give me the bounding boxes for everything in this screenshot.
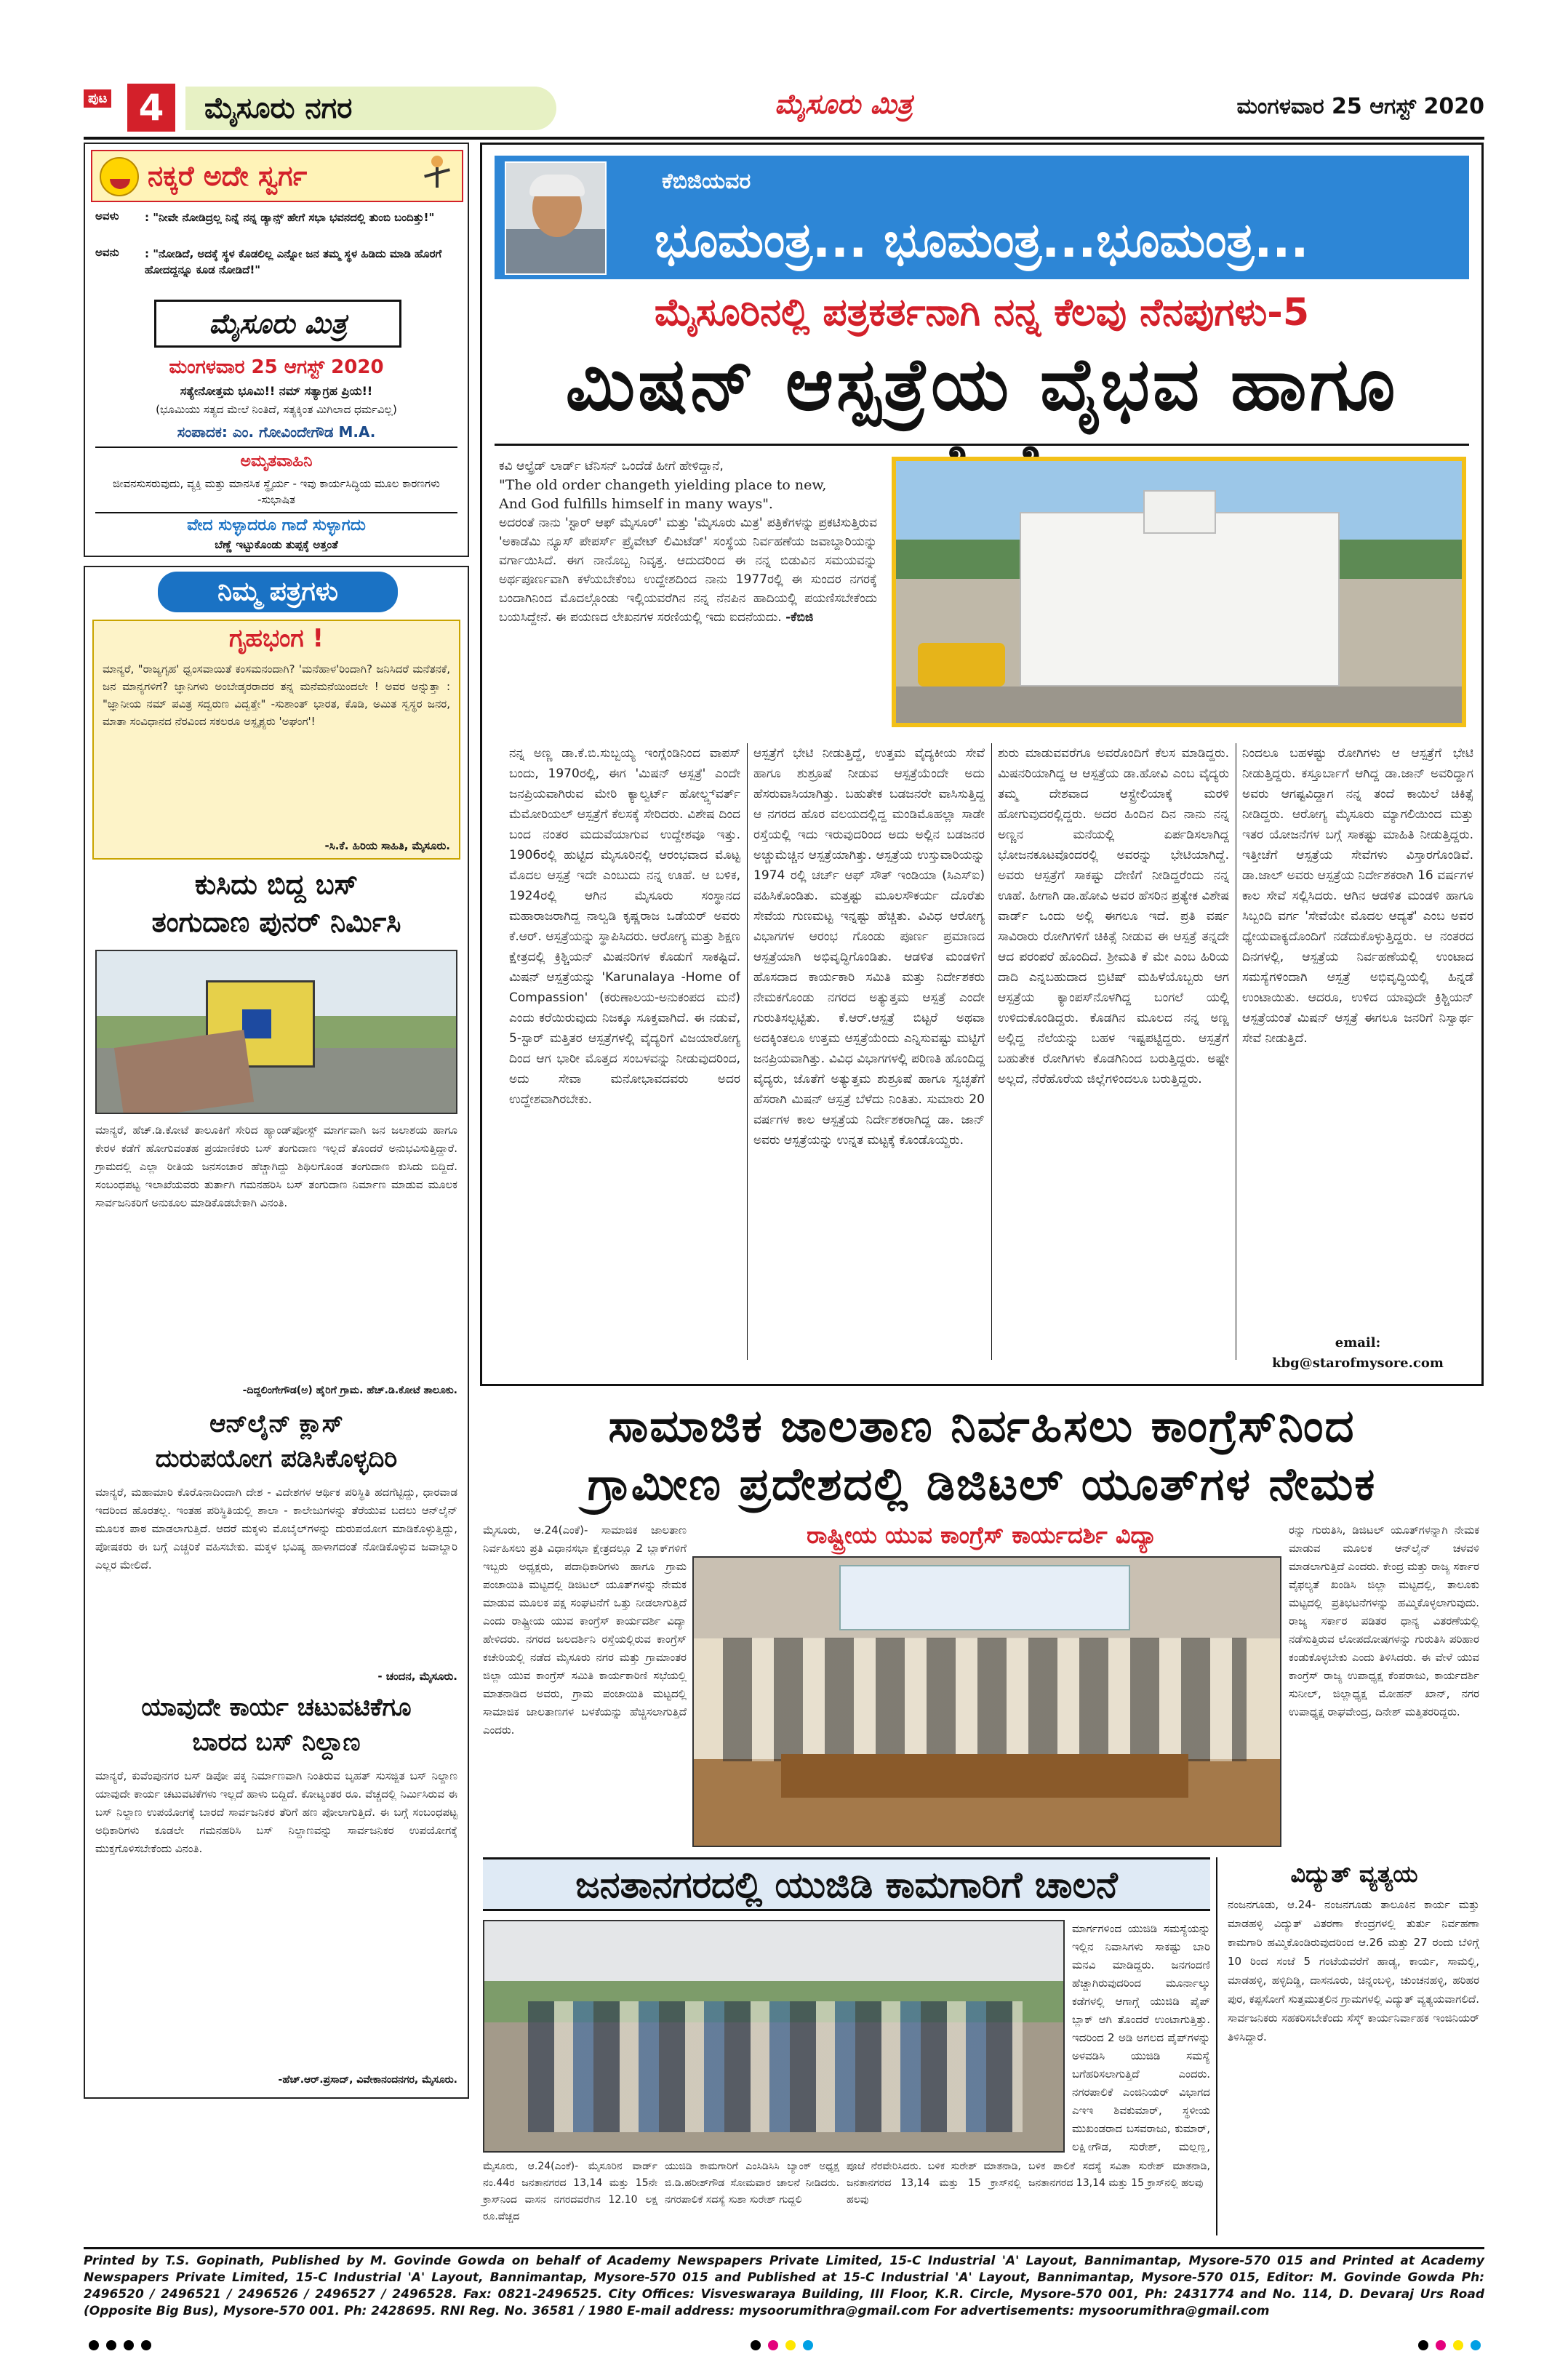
congress-headline-1: ಸಾಮಾಜಿಕ ಜಾಲತಾಣ ನಿರ್ವಹಿಸಲು ಕಾಂಗ್ರೆಸ್‌ನಿಂದ	[608, 1399, 1356, 1452]
mission-hospital-photo	[892, 457, 1466, 727]
proverb-text: ಬೆಣ್ಣೆ ಇಟ್ಟುಕೊಂಡು ತುಪ್ಪಕ್ಕೆ ಅತ್ತಂತೆ	[215, 538, 338, 551]
column-rule	[991, 743, 992, 1360]
registration-marks-left	[89, 2340, 154, 2353]
page-header	[84, 84, 1484, 135]
left-date: ಮಂಗಳವಾರ 25 ಆಗಸ್ಟ್ 2020	[169, 356, 384, 378]
ugd-headline: ಜನತಾನಗರದಲ್ಲಿ ಯುಜಿಡಿ ಕಾಮಗಾರಿಗೆ ಚಾಲನೆ	[575, 1864, 1118, 1906]
cartoon-figure-icon	[423, 156, 452, 199]
intro-sign: -ಕೆಬಿಜಿ	[785, 610, 814, 625]
letter-sign: -ಹೆಚ್.ಆರ್.ಪ್ರಸಾದ್, ವಿವೇಕಾನಂದನಗರ, ಮೈಸೂರು.	[278, 2074, 457, 2086]
letter-body: ಮಾನ್ಯರೆ, ಹೆಚ್.ಡಿ.ಕೋಟೆ ತಾಲೂಕಿಗೆ ಸೇರಿದ ಹ್ಯಾಂಡ್‌ಪೋಸ್ಟ್ ಮಾರ್ಗವಾಗಿ ಜನ ಜಲಾಶಯ ಹಾಗೂ ಕೇರಳ ಕಡೆಗೆ ಹೋಗುವಂತಹ ಪ್ರಯಾಣಿಕರು ಬಸ್ ತಂಗುದಾಣ ಇಲ್ಲದೆ ತೊಂದರೆ ಅನುಭವಿಸುತ್ತಿದ್ದಾರೆ. ಗ್ರಾಮದಲ್ಲಿ ಎಲ್ಲಾ ರೀತಿಯ ಜನಸಂಚಾರ ಹೆಚ್ಚಾಗಿದ್ದು ಶಿಥಿಲಗೊಂಡ ತಂಗುದಾಣ ಕುಸಿದು ಬಿದ್ದಿದೆ. ಸಂಬಂಧಪಟ್ಟ ಇಲಾಖೆಯವರು ತುರ್ತಾಗಿ ಗಮನಹರಿಸಿ ಬಸ್ ತಂಗುದಾಣ ನಿರ್ಮಾಣ ಮಾಡುವ ಮೂಲಕ ಸಾರ್ವಜನಿಕರಿಗೆ ಅನುಕೂಲ ಮಾಡಿಕೊಡಬೇಕಾಗಿ ವಿನಂತಿ.	[95, 1124, 457, 1209]
power-title: ವಿದ್ಯುತ್ ವ್ಯತ್ಯಯ	[1290, 1860, 1418, 1888]
letter-headline: ತಂಗುದಾಣ ಪುನರ್ ನಿರ್ಮಿಸಿ	[151, 906, 401, 938]
headline-rule	[495, 444, 1469, 446]
registration-marks-right	[1418, 2340, 1484, 2353]
editor-line: ಸಂಪಾದಕ: ಎಂ. ಗೋವಿಂದೇಗೌಡ M.A.	[177, 423, 376, 441]
letter-title: ಗೃಹಭಂಗ !	[229, 624, 324, 653]
proverb-title: ವೇದ ಸುಳ್ಳಾದರೂ ಗಾದೆ ಸುಳ್ಳಾಗದು	[187, 516, 366, 535]
letter-body: ಮಾನ್ಯರೆ, "ರಾಜ್ಯಗೃಹ' ಧ್ವಂಸವಾಯಿತೆ ಕಂಸಮನಂದಾಗಿ? 'ಮನೆಹಾಳ'ರಿಂದಾಗಿ? ಜನಿಸಿದರೆ ಮನೆತನಕೆ, ಜನ ಮಾನ್ಯಗಳಿಗೆ? ಜ್ಞಾನಿಗಳು ಅಂಬೇಡ್ಕರರಾದರ ತನ್ನ ಮನೆಮನೆಯಿಂದಲೇ ! ಅವರ ಅನ್ನುತ್ತಾ : "ಜ್ಞಾನೀಯ ನಮ್ ಪವಿತ್ರ ಸದ್ವರುಣ ವಿದ್ವತ್ತೇ" -ಸುಶಾಂತ್ ಭಾರತ, ಕೊಡಿ, ಅಮಿತ ಸ್ವಸ್ಥರ ಜನರ, ಮಾತಾ ಸಂವಿಧಾನದ ನೆರವಿಂದ ಸಕಲರೂ ಅಸ್ಪೃಶ್ಯರು 'ಅಘಂಗ'!	[103, 662, 450, 728]
congress-headline-2: ಗ್ರಾಮೀಣ ಪ್ರದೇಶದಲ್ಲಿ ಡಿಜಿಟಲ್ ಯೂತ್‌ಗಳ ನೇಮಕ	[587, 1457, 1377, 1510]
intro-text	[499, 457, 877, 627]
letter-box-grihabhanga	[92, 620, 460, 860]
joke1-speaker: ಅವಳು	[95, 209, 119, 223]
meeting-banner	[839, 1565, 1130, 1630]
ugd-caption-4: ಬಳಿಕ ಪಾಲಿಕೆ ಸದಸ್ಯೆ ಸವಿತಾ ಸುರೇಶ್ ಮಾತನಾಡಿ, ಜನತಾನಗರದ 13,14 ಮತ್ತು 15 ಕ್ರಾಸ್‌ನಲ್ಲಿ ಹಲವು	[1028, 2161, 1210, 2189]
laughing-face-icon	[100, 157, 139, 196]
feature-column-1: ನನ್ನ ಅಣ್ಣ ಡಾ.ಕೆ.ಬಿ.ಸುಬ್ಬಯ್ಯ ಇಂಗ್ಲೆಂಡಿನಿಂದ ವಾಪಸ್ ಬಂದು, 1970ರಲ್ಲಿ, ಈಗ 'ಮಿಷನ್ ಆಸ್ಪತ್ರೆ' ಎಂದೇ ಜನಪ್ರಿಯವಾಗಿರುವ ಮೇರಿ ಕ್ಯಾಲ್ವರ್ಟ್ ಹೋಲ್ಡ್ಸ್‌ವರ್ತ್ ಮೆಮೋರಿಯಲ್ ಆಸ್ಪತ್ರೆಗೆ ಕೆಲಸಕ್ಕೆ ಸೇರಿದರು. ವಿಶೇಷ ದಿಂದ ಬಂದ ನಂತರ ಮದುವೆಯಾಗುವ ಉದ್ದೇಶವೂ ಇತ್ತು. 1906ರಲ್ಲಿ ಹುಟ್ಟಿದ ಮೈಸೂರಿನಲ್ಲಿ ಆರಂಭವಾದ ಮೊಟ್ಟ ಮೊದಲ ಆಸ್ಪತ್ರೆ ಇದೇ ಎಂಬುದು ನನ್ನ ಊಹೆ. ಆ ಬಳಿಕ, 1924ರಲ್ಲಿ ಆಗಿನ ಮೈಸೂರು ಸಂಸ್ಥಾನದ ಮಹಾರಾಜರಾಗಿದ್ದ ನಾಲ್ವಡಿ ಕೃಷ್ಣರಾಜ ಒಡೆಯರ್ ಅವರು ಕೆ.ಆರ್. ಆಸ್ಪತ್ರೆಯನ್ನು ಸ್ಥಾಪಿಸಿದರು. ಆರೋಗ್ಯ ಮತ್ತು ಶಿಕ್ಷಣ ಕ್ಷೇತ್ರದಲ್ಲಿ ಕ್ರಿಶ್ಚಿಯನ್ ಮಿಷನರಿಗಳ ಕೊಡುಗೆ ಸಾಕಷ್ಟಿದೆ. ಮಿಷನ್ ಆಸ್ಪತ್ರೆಯನ್ನು 'Karunalaya -Home of Compassion' (ಕರುಣಾಲಯ-ಅನುಕಂಪದ ಮನೆ) ಎಂದು ಕರೆಯಿರುವುದು ನಿಜಕ್ಕೂ ಸೂಕ್ತವಾಗಿದೆ. ಈ ನಡುವೆ, 5-ಸ್ಟಾರ್ ಮತ್ತಿತರ ಆಸ್ಪತ್ರೆಗಳಲ್ಲಿ ವೈದ್ಯರಿಗೆ ವಿಜಯಾರೋಗ್ಯ ದಿಂದ ಆಗ ಭಾರೀ ಮೊತ್ತದ ಸಂಬಳವನ್ನು ನೀಡುವುದರಿಂದ, ಅದು ಸೇವಾ ಮನೋಭಾವದವರು ಅದರ ಉದ್ದೇಶವಾಗಿರಬೇಕು.	[509, 746, 740, 1107]
feature-column-3: ಶುರು ಮಾಡುವವರೆಗೂ ಅವರೊಂದಿಗೆ ಕೆಲಸ ಮಾಡಿದ್ದರು. ಮಿಷನರಿಯಾಗಿದ್ದ ಆ ಆಸ್ಪತ್ರೆಯ ಡಾ.ಹೋವಿ ಎಂಬ ವೈದ್ಯರು ತಮ್ಮ ದೇಶವಾದ ಆಸ್ಟ್ರೇಲಿಯಾಕ್ಕೆ ಮರಳಿ ಹೋಗುವುದರಲ್ಲಿದ್ದರು. ಅದರ ಹಿಂದಿನ ದಿನ ನಾನು ನನ್ನ ಅಣ್ಣನ ಮನೆಯಲ್ಲಿ ಏರ್ಪಡಿಸಲಾಗಿದ್ದ ಭೋಜನಕೂಟವೊಂದರಲ್ಲಿ ಅವರನ್ನು ಭೇಟಿಯಾಗಿದ್ದೆ. ಅವರು ಆಸ್ಪತ್ರೆಗೆ ಸಾಕಷ್ಟು ದೇಣಿಗೆ ನೀಡಿದ್ದರೆಂದು ನನ್ನ ಊಹೆ. ಹೀಗಾಗಿ ಡಾ.ಹೋವಿ ಅವರ ಹೆಸರಿನ ಪ್ರತ್ಯೇಕ ವಿಶೇಷ ವಾರ್ಡ್ ಒಂದು ಅಲ್ಲಿ ಈಗಲೂ ಇದೆ. ಪ್ರತಿ ವರ್ಷ ಸಾವಿರಾರು ರೋಗಿಗಳಿಗೆ ಚಿಕಿತ್ಸೆ ನೀಡುವ ಈ ಆಸ್ಪತ್ರೆ ತನ್ನದೇ ಆದ ಪರಂಪರೆ ಹೊಂದಿದೆ. ಶ್ರೀಮತಿ ಕೆ ಮೇ ಎಂಬ ಹಿರಿಯ ದಾದಿ ಎನ್ನಬಹುದಾದ ಬ್ರಿಟಿಷ್ ಮಹಿಳೆಯೊಬ್ಬರು ಆಗ ಆಸ್ಪತ್ರೆಯ ಕ್ಯಾಂಪಸ್‌ನೊಳಗಿದ್ದ ಬಂಗಲೆ ಯಲ್ಲಿ ಉಳಿದುಕೊಂಡಿದ್ದರು. ಕೊಡಗಿನ ಮೂಲದ ನನ್ನ ಅಣ್ಣ ಅಲ್ಲಿದ್ದ ನೆಲೆಯನ್ನು ಬಹಳ ಇಷ್ಟಪಟ್ಟಿದ್ದರು. ಆಸ್ಪತ್ರೆಗೆ ಬಹುತೇಕ ರೋಗಿಗಳು ಕೊಡಗಿನಿಂದ ಬರುತ್ತಿದ್ದರು. ಅಷ್ಟೇ ಅಲ್ಲದೆ, ನೆರೆಹೊರೆಯ ಜಿಲ್ಲೆಗಳಿಂದಲೂ ಬರುತ್ತಿದ್ದರು.	[998, 746, 1229, 1086]
humor-title: ನಕ್ಕರೆ ಅದೇ ಸ್ವರ್ಗ	[148, 160, 308, 192]
left-top-panel	[84, 143, 469, 557]
letter-headline: ಬಾರದ ಬಸ್ ನಿಲ್ದಾಣ	[192, 1728, 361, 1757]
congress-kicker: ರಾಷ್ಟ್ರೀಯ ಯುವ ಕಾಂಗ್ರೆಸ್ ಕಾರ್ಯದರ್ಶಿ ವಿದ್ಯಾ	[807, 1521, 1157, 1549]
column-title: ಭೂಮಂತ್ರ... ಭೂಮಂತ್ರ...ಭೂಮಂತ್ರ...	[655, 212, 1309, 268]
main-headline: ಮಿಷನ್ ಆಸ್ಪತ್ರೆಯ ವೈಭವ ಹಾಗೂ	[565, 342, 1399, 427]
letter-headline: ದುರುಪಯೋಗ ಪಡಿಸಿಕೊಳ್ಳದಿರಿ	[155, 1444, 398, 1473]
feature-column-2: ಆಸ್ಪತ್ರೆಗೆ ಭೇಟಿ ನೀಡುತ್ತಿದ್ದೆ, ಉತ್ತಮ ವೈದ್ಯಕೀಯ ಸೇವೆ ಹಾಗೂ ಶುಶ್ರೂಷೆ ನೀಡುವ ಆಸ್ಪತ್ರೆಯೆಂದೇ ಅದು ಹೆಸರುವಾಸಿಯಾಗಿತ್ತು. ಬಹುತೇಕ ಬಡಜನರೇ ವಾಸಿಸುತ್ತಿದ್ದ ಆ ನಗರದ ಹೊರ ವಲಯದಲ್ಲಿದ್ದ ಮಂಡಿಮೊಹಲ್ಲಾ ಸಾಡೇ ರಸ್ತೆಯಲ್ಲಿ ಇದು ಇರುವುದರಿಂದ ಅದು ಅಲ್ಲಿನ ಬಡಜನರ ಅಚ್ಚುಮೆಚ್ಚಿನ ಆಸ್ಪತ್ರೆಯಾಗಿತ್ತು. ಆಸ್ಪತ್ರೆಯ ಉಸ್ತುವಾರಿಯನ್ನು 1974 ರಲ್ಲಿ ಚರ್ಚ್ ಆಫ್ ಸೌತ್ ಇಂಡಿಯಾ (ಸಿಎಸ್‌ಐ) ವಹಿಸಿಕೊಂಡಿತು. ಮತ್ತಷ್ಟು ಮೂಲಸೌಕರ್ಯ ದೊರೆತು ಸೇವೆಯ ಗುಣಮಟ್ಟ ಇನ್ನಷ್ಟು ಹೆಚ್ಚಿತು. ವಿವಿಧ ಆರೋಗ್ಯ ವಿಭಾಗಗಳ ಆರಂಭ ಗೊಂಡು ಪೂರ್ಣ ಪ್ರಮಾಣದ ಆಸ್ಪತ್ರೆಯಾಗಿ ಅಭಿವೃದ್ಧಿಗೊಂಡಿತು. ಆಡಳಿತ ಮಂಡಳಿಗೆ ಹೊಸದಾದ ಕಾರ್ಯಕಾರಿ ಸಮಿತಿ ಮತ್ತು ನಿರ್ದೇಶಕರು ನೇಮಕಗೊಂಡು ನಗರದ ಅತ್ಯುತ್ತಮ ಆಸ್ಪತ್ರೆ ಎಂದೇ ಗುರುತಿಸಲ್ಪಟ್ಟಿತು. ಕೆ.ಆರ್.ಆಸ್ಪತ್ರೆ ಬಿಟ್ಟರೆ ಅಥವಾ ಅದಕ್ಕಿಂತಲೂ ಉತ್ತಮ ಆಸ್ಪತ್ರೆಯೆಂದು ಎನ್ನಿಸುವಷ್ಟು ಮಟ್ಟಿಗೆ ಜನಪ್ರಿಯವಾಗಿತ್ತು. ವಿವಿಧ ವಿಭಾಗಗಳಲ್ಲಿ ಪರಿಣತಿ ಹೊಂದಿದ್ದ ವೈದ್ಯರು, ಜೊತೆಗೆ ಅತ್ಯುತ್ತಮ ಶುಶ್ರೂಷೆ ಹಾಗೂ ಸ್ವಚ್ಛತೆಗೆ ಹೆಸರಾಗಿ ಮಿಷನ್ ಆಸ್ಪತ್ರೆ ಬೆಳೆದು ನಿಂತಿತು. ಸುಮಾರು 20 ವರ್ಷಗಳ ಕಾಲ ಆಸ್ಪತ್ರೆಯ ನಿರ್ದೇಶಕರಾಗಿದ್ದ ಡಾ. ಜಾನ್ ಅವರು ಆಸ್ಪತ್ರೆಯನ್ನು ಉನ್ನತ ಮಟ್ಟಕ್ಕೆ ಕೊಂಡೊಯ್ದರು.	[753, 746, 985, 1148]
author-email[interactable]: kbg@starofmysore.com	[1272, 1356, 1444, 1371]
motto-line: ಸತ್ಯೇನೋತ್ತಮ ಭೂಮಿ!! ನಮ್ ಸತ್ಯಾಗ್ರಹ ಪ್ರಿಯ!!	[180, 384, 373, 398]
page-number: 4	[127, 84, 175, 132]
author-portrait	[505, 161, 607, 275]
divider	[95, 512, 457, 513]
intro-english-2: And God fulfills himself in many ways".	[499, 496, 773, 512]
intro-kannada-1: ಕವಿ ಆಲ್ಫ್ರೆಡ್ ಲಾರ್ಡ್ ಟೆನಿಸನ್ ಒಂದೆಡೆ ಹೀಗೆ ಹೇಳಿದ್ದಾನೆ,	[499, 459, 724, 473]
header-rule	[84, 137, 1484, 140]
congress-right-text: ರನ್ನು ಗುರುತಿಸಿ, ಡಿಜಿಟಲ್ ಯೂತ್‌ಗಳನ್ನಾಗಿ ನೇಮಕ ಮಾಡುವ ಮೂಲಕ ಆನ್‌ಲೈನ್ ಚಳವಳಿ ಮಾಡಲಾಗುತ್ತಿದೆ ಎಂದರು. ಕೇಂದ್ರ ಮತ್ತು ರಾಜ್ಯ ಸರ್ಕಾರ ವೈಫಲ್ಯತೆ ಖಂಡಿಸಿ ಜಿಲ್ಲಾ ಮಟ್ಟದಲ್ಲಿ, ತಾಲೂಕು ಮಟ್ಟದಲ್ಲಿ ಪ್ರತಿಭಟನೆಗಳನ್ನು ಹಮ್ಮಿಕೊಳ್ಳಲಾಗುವುದು. ರಾಜ್ಯ ಸರ್ಕಾರ ಪಡಿತರ ಧಾನ್ಯ ವಿತರಣೆಯಲ್ಲಿ ನಡೆಸುತ್ತಿರುವ ಲೋಪದೋಷಗಳನ್ನು ಗುರುತಿಸಿ ಪರಿಹಾರ ಕಂಡುಕೊಳ್ಳಬೇಕು ಎಂದು ತಿಳಿಸಿದರು. ಈ ವೇಳೆ ಯುವ ಕಾಂಗ್ರೆಸ್ ರಾಜ್ಯ ಉಪಾಧ್ಯಕ್ಷ ಕೆಂಪರಾಜು, ಕಾರ್ಯದರ್ಶಿ ಸುನೀಲ್, ಜಿಲ್ಲಾಧ್ಯಕ್ಷ ಮೋಹನ್ ಖಾನ್, ನಗರ ಉಪಾಧ್ಯಕ್ಷ ರಾಘವೇಂದ್ರ, ದಿನೇಶ್ ಮತ್ತಿತರರಿದ್ದರು.	[1289, 1524, 1479, 1718]
divider	[95, 447, 457, 448]
series-title: ಮೈಸೂರಿನಲ್ಲಿ ಪತ್ರಕರ್ತನಾಗಿ ನನ್ನ ಕೆಲವು ನೆನಪುಗಳು-5	[654, 291, 1310, 335]
motto-translation: (ಭೂಮಿಯು ಸತ್ಯದ ಮೇಲೆ ನಿಂತಿದೆ, ಸತ್ಯಕ್ಕಿಂತ ಮಿಗಿಲಾದ ಧರ್ಮವಿಲ್ಲ)	[156, 403, 397, 416]
letter-headline: ಕುಸಿದು ಬಿದ್ದ ಬಸ್	[194, 868, 359, 900]
congress-meeting-photo	[692, 1556, 1281, 1847]
collapsed-bus-shelter-photo	[95, 950, 457, 1114]
letter-sign: -ದಿದ್ದಲಿಂಗೇಗೌಡ(ಅ) ಹೈರಿಗೆ ಗ್ರಾಮ. ಹೆಚ್.ಡಿ.ಕೋಟೆ ತಾಲೂಕು.	[242, 1385, 457, 1396]
power-body: ನಂಜನಗೂಡು, ಆ.24- ನಂಜನಗೂಡು ತಾಲೂಕಿನ ಕಾರ್ಯ ಮತ್ತು ಮಾಡಹಳ್ಳಿ ವಿದ್ಯುತ್ ವಿತರಣಾ ಕೇಂದ್ರಗಳಲ್ಲಿ ತುರ್ತು ನಿರ್ವಹಣಾ ಕಾಮಗಾರಿ ಹಮ್ಮಿಕೊಂಡಿರುವುದರಿಂದ ಆ.26 ಮತ್ತು 27 ರಂದು ಬೆಳಿಗ್ಗೆ 10 ರಿಂದ ಸಂಜೆ 5 ಗಂಟೆಯವರೆಗೆ ಹಾಡ್ಯ, ಕಾರ್ಯ, ಸಾಮಲ್ಲಿ, ಮಾಡಹಳ್ಳಿ, ಹಳ್ಳಿದಿಡ್ಡಿ, ದಾಸನೂರು, ಚಿನ್ನಂಬಳ್ಳಿ, ಚುಂಚನಹಳ್ಳಿ, ಹರಿಹರ ಪುರ, ಕಪ್ಪಸೋಗೆ ಸುತ್ತಮುತ್ತಲಿನ ಗ್ರಾಮಗಳಲ್ಲಿ ವಿದ್ಯುತ್ ವ್ಯತ್ಯಯವಾಗಲಿದೆ. ಸಾರ್ವಜನಿಕರು ಸಹಕರಿಸಬೇಕೆಂದು ಸೆಸ್ಕ್ ಕಾರ್ಯನಿರ್ವಾಹಕ ಇಂಜಿನಿಯರ್ ತಿಳಿಸಿದ್ದಾರೆ.	[1228, 1898, 1479, 2043]
joke2-speaker: ಅವನು	[95, 246, 119, 259]
header-date: ಮಂಗಳವಾರ 25 ಆಗಸ್ಟ್ 2020	[1236, 94, 1484, 119]
letter-headline: ಯಾವುದೇ ಕಾರ್ಯ ಚಟುವಟಿಕೆಗೂ	[141, 1693, 412, 1722]
registration-marks-center	[751, 2340, 816, 2353]
column-rule	[747, 743, 748, 1360]
letter-headline: ಆನ್‌ಲೈನ್ ಕ್ಲಾಸ್	[209, 1409, 343, 1438]
intro-kannada-2: ಅದರಂತೆ ನಾನು 'ಸ್ಟಾರ್ ಆಫ್ ಮೈಸೂರ್' ಮತ್ತು 'ಮೈಸೂರು ಮಿತ್ರ' ಪತ್ರಿಕೆಗಳನ್ನು ಪ್ರಕಟಿಸುತ್ತಿರುವ 'ಅಕಾಡೆಮಿ ನ್ಯೂಸ್ ಪೇಪರ್ಸ್ ಪ್ರೈವೇಟ್ ಲಿಮಿಟೆಡ್' ಸಂಸ್ಥೆಯ ನಿರ್ವಹಣೆಯ ಜವಾಬ್ದಾರಿಯನ್ನು ವರ್ಗಾಯಿಸಿದೆ. ಈಗ ನಾನೊಬ್ಬ ನಿವೃತ್ತ. ಆದುದರಿಂದ ಈ ನನ್ನ ಬಿಡುವಿನ ಸಮಯವನ್ನು ಅರ್ಥಪೂರ್ಣವಾಗಿ ಕಳೆಯಬೇಕೆಂಬ ಉದ್ದೇಶದಿಂದ ನಾನು 1977ರಲ್ಲಿ ಈ ಸುಂದರ ನಗರಕ್ಕೆ ಬಂದಾಗಿನಿಂದ ಮೊದಲ್ಗೊಂಡು ಇಲ್ಲಿಯವರೆಗಿನ ನನ್ನ ನೆನಪಿನ ಹಾದಿಯಲ್ಲಿ ಪಯಣಿಸಬೇಕೆಂದು ಬಯಸಿದ್ದೇನೆ. ಈ ಪಯಣದ ಲೇಖನಗಳ ಸರಣಿಯಲ್ಲಿ ಇದು ಐದನೆಯದು.	[499, 516, 877, 625]
congress-left-text: ಮೈಸೂರು, ಆ.24(ಎಂಕೆ)- ಸಾಮಾಜಿಕ ಜಾಲತಾಣ ನಿರ್ವಹಿಸಲು ಪ್ರತಿ ವಿಧಾನಸಭಾ ಕ್ಷೇತ್ರದಲ್ಲೂ 2 ಬ್ಲಾಕ್‌ಗಳಿಗೆ ಇಬ್ಬರು ಅಧ್ಯಕ್ಷರು, ಪದಾಧಿಕಾರಿಗಳು ಹಾಗೂ ಗ್ರಾಮ ಪಂಚಾಯಿತಿ ಮಟ್ಟದಲ್ಲಿ ಡಿಜಿಟಲ್ ಯೂತ್‌ಗಳನ್ನು ನೇಮಕ ಮಾಡುವ ಮೂಲಕ ಪಕ್ಷ ಸಂಘಟನೆಗೆ ಒತ್ತು ನೀಡಲಾಗುತ್ತಿದೆ ಎಂದು ರಾಷ್ಟ್ರೀಯ ಯುವ ಕಾಂಗ್ರೆಸ್ ಕಾರ್ಯದರ್ಶಿ ವಿದ್ಯಾ ಹೇಳಿದರು. ನಗರದ ಜಲದರ್ಶಿನಿ ರಸ್ತೆಯಲ್ಲಿರುವ ಕಾಂಗ್ರೆಸ್ ಕಚೇರಿಯಲ್ಲಿ ನಡೆದ ಮೈಸೂರು ನಗರ ಮತ್ತು ಗ್ರಾಮಾಂತರ ಜಿಲ್ಲಾ ಯುವ ಕಾಂಗ್ರೆಸ್ ಸಮಿತಿ ಕಾರ್ಯಕಾರಿಣಿ ಸಭೆಯಲ್ಲಿ ಮಾತನಾಡಿದ ಅವರು, ಗ್ರಾಮ ಪಂಚಾಯಿತಿ ಮಟ್ಟದಲ್ಲಿ ಸಾಮಾಜಿಕ ಜಾಲತಾಣಗಳ ಬಳಕೆಯನ್ನು ಹೆಚ್ಚಿಸಲಾಗುತ್ತಿದೆ ಎಂದರು.	[483, 1524, 687, 1737]
ugd-right-text: ಮಾರ್ಗಗಳಿಂದ ಯುಜಿಡಿ ಸಮಸ್ಯೆಯನ್ನು ಇಲ್ಲಿನ ನಿವಾಸಿಗಳು ಸಾಕಷ್ಟು ಬಾರಿ ಮನವಿ ಮಾಡಿದ್ದರು. ಜನಗಂದಣಿ ಹೆಚ್ಚಾಗಿರುವುದರಿಂದ ಮೂರ್ನಾಲ್ಕು ಕಡೆಗಳಲ್ಲಿ ಆಗಾಗ್ಗೆ ಯುಜಿಡಿ ಪೈಪ್ ಬ್ಲಾಕ್ ಆಗಿ ತೊಂದರೆ ಉಂಟಾಗುತ್ತಿತ್ತು. ಇದರಿಂದ 2 ಅಡಿ ಅಗಲದ ಪೈಪ್‌ಗಳನ್ನು ಅಳವಡಿಸಿ ಯುಜಿಡಿ ಸಮಸ್ಯೆ ಬಗೆಹರಿಸಲಾಗುತ್ತಿದೆ ಎಂದರು. ನಗರಪಾಲಿಕೆ ಎಂಜಿನಿಯರ್ ವಿಭಾಗದ ಎಇಇ ಶಿವಕುಮಾರ್, ಸ್ಥಳೀಯ ಮುಖಂಡರಾದ ಬಸವರಾಜು, ಕುಮಾರ್, ಲಕ್ಷ್ಮೀಗೌಡ, ಸುರೇಶ್, ಮಲ್ಲಣ್ಣ,	[1072, 1922, 1210, 2153]
joke1-text: : "ನೀವೇ ನೋಡಿದ್ರಲ್ಲ ನಿನ್ನೆ ನನ್ನ ಡ್ಯಾನ್ಸ್ ಹೇಗೆ ಸಭಾ ಭವನದಲ್ಲಿ ತುಂಬಿ ಬಂದಿತ್ತು!"	[145, 211, 435, 224]
intro-block	[499, 457, 877, 733]
humor-banner	[91, 150, 463, 202]
ugd-caption-3: ಪೂಜೆ ನೆರವೇರಿಸಿದರು. ಬಳಿಕ ಸುರೇಶ್ ಮಾತನಾಡಿ, ಜನತಾನಗರದ 13,14 ಮತ್ತು 15 ಕ್ರಾಸ್‌ನಲ್ಲಿ ಹಲವು	[847, 2161, 1021, 2206]
masthead: ಮೈಸೂರು ಮಿತ್ರ	[775, 88, 913, 120]
ugd-caption-2: ಯುಜಿಡಿ ಕಾಮಗಾರಿಗೆ ಎಂಸಿಡಿಸಿಸಿ ಬ್ಯಾಂಕ್ ಅಧ್ಯಕ್ಷ ಜಿ.ಡಿ.ಹರೀಶ್‌ಗೌಡ ಸೋಮವಾರ ಚಾಲನೆ ನೀಡಿದರು. ನಗರಪಾಲಿಕೆ ಸದಸ್ಯೆ ಸುಶಾ ಸುರೇಶ್ ಗುದ್ದಲಿ	[665, 2161, 839, 2206]
ugd-headline-bar	[483, 1857, 1210, 1911]
ugd-inauguration-photo	[483, 1920, 1065, 2153]
amrutha-text: ಜೀವನಸುಸರುವುದು, ವ್ಯಕ್ತಿ ಮತ್ತು ಮಾನಸಿಕ ಸ್ಥೈರ್ಯ - ಇವು ಕಾರ್ಯಸಿದ್ಧಿಯ ಮೂಲ ಕಾರಣಗಳು -ಸುಭಾಷಿತ	[113, 477, 440, 506]
column-rule	[1216, 1857, 1217, 2235]
letter-body: ಮಾನ್ಯರೆ, ಮಹಾಮಾರಿ ಕೊರೊನಾದಿಂದಾಗಿ ದೇಶ - ವಿದೇಶಗಳ ಆರ್ಥಿಕ ಪರಿಸ್ಥಿತಿ ಹದಗೆಟ್ಟಿದ್ದು, ಧಾರವಾಡ ಇದರಿಂದ ಹೊರತಲ್ಲ. ಇಂತಹ ಪರಿಸ್ಥಿತಿಯಲ್ಲಿ ಶಾಲಾ - ಕಾಲೇಜುಗಳನ್ನು ತೆರೆಯುವ ಬದಲು ಆನ್‌ಲೈನ್ ಮೂಲಕ ಪಾಠ ಮಾಡಲಾಗುತ್ತಿದೆ. ಆದರೆ ಮಕ್ಕಳು ಮೊಬೈಲ್‌ಗಳನ್ನು ದುರುಪಯೋಗ ಮಾಡಿಕೊಳ್ಳುತ್ತಿದ್ದು, ಪೋಷಕರು ಈ ಬಗ್ಗೆ ಎಚ್ಚರಿಕೆ ವಹಿಸಬೇಕು. ಮಕ್ಕಳ ಭವಿಷ್ಯ ಹಾಳಾಗದಂತೆ ನೋಡಿಕೊಳ್ಳುವ ಜವಾಬ್ದಾರಿ ಎಲ್ಲರ ಮೇಲಿದೆ.	[95, 1486, 457, 1572]
intro-english-1: "The old order changeth yielding place to new,	[499, 477, 827, 493]
ugd-caption-1: ಮೈಸೂರು, ಆ.24(ಎಂಕೆ)- ಮೈಸೂರಿನ ವಾರ್ಡ್ ನಂ.44ರ ಜನತಾನಗರದ 13,14 ಮತ್ತು 15ನೇ ಕ್ರಾಸ್‌ನಿಂದ ವಾಸನ ನಗರದವರೆಗಿನ 12.10 ಲಕ್ಷ ರೂ.ವೆಚ್ಚದ	[483, 2161, 657, 2222]
letters-title: ನಿಮ್ಮ ಪತ್ರಗಳು	[158, 572, 398, 612]
page-label: ಪುಟ	[84, 89, 111, 108]
imprint: Printed by T.S. Gopinath, Published by M. Govinde Gowda on behalf of Academy Newspapers Private Limited, 15-C Industrial 'A' Layout, Bannimantap, Mysore-570 015 and Printed at Academy Newspapers Private Limited, 15-C Industrial 'A' Layout, Bannimantap, Mysore-570 015 and Published at 15-C Industrial 'A' Layout, Bannimantap, Mysore-570 015, Editor: M. Govinde Gowda Ph: 2496520 / 2496521 / 2496526 / 2496527 / 2496528. Fax: 0821-2496525. City Offices: Visveswaraya Building, III Floor, K.R. Circle, Mysore-570 001, Ph: 2431774 and No. 114, D. Devaraj Urs Road (Opposite Big Bus), Mysore-570 001. Ph: 2428695. RNI Reg. No. 36581 / 1980 E-mail address: mysoorumithra@gmail.com For advertisements: mysoorumithra@gmail.com	[84, 2254, 1484, 2318]
letter-body: ಮಾನ್ಯರೆ, ಕುವೆಂಪುನಗರ ಬಸ್ ಡಿಪೋ ಪಕ್ಕ ನಿರ್ಮಾಣವಾಗಿ ನಿಂತಿರುವ ಬೃಹತ್ ಸುಸಜ್ಜಿತ ಬಸ್ ನಿಲ್ದಾಣ ಯಾವುದೇ ಕಾರ್ಯ ಚಟುವಟಿಕೆಗಳು ಇಲ್ಲದೆ ಹಾಳು ಬಿದ್ದಿದೆ. ಕೋಟ್ಯಂತರ ರೂ. ವೆಚ್ಚದಲ್ಲಿ ನಿರ್ಮಿಸಿರುವ ಈ ಬಸ್ ನಿಲ್ದಾಣ ಉಪಯೋಗಕ್ಕೆ ಬಾರದೆ ಸಾರ್ವಜನಿಕರ ತೆರಿಗೆ ಹಣ ಪೋಲಾಗುತ್ತಿದೆ. ಈ ಬಗ್ಗೆ ಸಂಬಂಧಪಟ್ಟ ಅಧಿಕಾರಿಗಳು ಕೂಡಲೇ ಗಮನಹರಿಸಿ ಬಸ್ ನಿಲ್ದಾಣವನ್ನು ಸಾರ್ವಜನಿಕರ ಉಪಯೋಗಕ್ಕೆ ಮುಕ್ತಗೊಳಿಸಬೇಕೆಂದು ವಿನಂತಿ.	[95, 1769, 457, 1855]
email-label: email:	[1335, 1335, 1381, 1350]
section-name: ಮೈಸೂರು ನಗರ	[185, 87, 556, 130]
letter-sign: - ಚಂದನ, ಮೈಸೂರು.	[377, 1670, 457, 1683]
footer-rule	[84, 2247, 1484, 2249]
letters-panel	[84, 566, 469, 2099]
amrutha-title: ಅಮೃತವಾಹಿನಿ	[240, 452, 313, 471]
feature-column-4: ನಿಂದಲೂ ಬಹಳಷ್ಟು ರೋಗಿಗಳು ಆ ಆಸ್ಪತ್ರೆಗೆ ಭೇಟಿ ನೀಡುತ್ತಿದ್ದರು. ಕಸ್ತೂರ್ಬಾಗೆ ಆಗಿದ್ದ ಡಾ.ಜಾನ್ ಅವರಿದ್ದಾಗ ಅವರು ಆಗಷ್ಟವಿದ್ದಾಗ ನನ್ನ ತಂದೆ ಕಾಯಿಲೆ ಚಿಕಿತ್ಸೆ ನೀಡಿದ್ದರು. ಆರೋಗ್ಯ ಮೈಸೂರು ಮ್ಯಾಗಲಿಯಿಂದ ಮತ್ತು ಇತರ ಯೋಜನೆಗಳ ಬಗ್ಗೆ ಸಾಕಷ್ಟು ಮಾಹಿತಿ ನೀಡುತ್ತಿದ್ದರು. ಇತ್ತೀಚೆಗೆ ಆಸ್ಪತ್ರೆಯ ಸೇವೆಗಳು ವಿಸ್ತಾರಗೊಂಡಿವೆ. ಡಾ.ಜಾಲ್ ಅವರು ಆಸ್ಪತ್ರೆಯ ನಿರ್ದೇಶಕರಾಗಿ 16 ವರ್ಷಗಳ ಕಾಲ ಸೇವೆ ಸಲ್ಲಿಸಿದರು. ಆಗಿನ ಆಡಳಿತ ಮಂಡಳಿ ಹಾಗೂ ಸಿಬ್ಬಂದಿ ವರ್ಗ 'ಸೇವೆಯೇ ಮೊದಲ ಆದ್ಯತೆ' ಎಂಬ ಅವರ ಧ್ಯೇಯವಾಕ್ಯದೊಂದಿಗೆ ನಡೆದುಕೊಳ್ಳುತ್ತಿದ್ದರು. ಆ ನಂತರದ ದಿನಗಳಲ್ಲಿ, ಆಸ್ಪತ್ರೆಯ ನಿರ್ವಹಣೆಯಲ್ಲಿ ಉಂಟಾದ ಸಮಸ್ಯೆಗಳಿಂದಾಗಿ ಆಸ್ಪತ್ರೆ ಅಭಿವೃದ್ಧಿಯಲ್ಲಿ ಹಿನ್ನಡೆ ಉಂಟಾಯಿತು. ಆದರೂ, ಉಳಿದ ಯಾವುದೇ ಕ್ರಿಶ್ಚಿಯನ್ ಆಸ್ಪತ್ರೆಯಂತೆ ಮಿಷನ್ ಆಸ್ಪತ್ರೆ ಈಗಲೂ ಜನರಿಗೆ ನಿಸ್ವಾರ್ಥ ಸೇವೆ ನೀಡುತ್ತಿದೆ.	[1242, 746, 1473, 1046]
logo-box: ಮೈಸೂರು ಮಿತ್ರ	[154, 300, 401, 348]
letter-sign: -ಸಿ.ಕೆ. ಹಿರಿಯ ಸಾಹಿತಿ, ಮೈಸೂರು.	[324, 839, 450, 852]
byline-label: ಕೆಬಿಜಿಯವರ	[662, 169, 751, 194]
joke2-text: : "ನೋಡಿದೆ, ಅದಕ್ಕೆ ಸ್ಥಳ ಕೊಡಲಿಲ್ಲ ಎನ್ನೋ ಜನ ತಮ್ಮ ಸ್ಥಳ ಹಿಡಿದು ಮಾಡಿ ಹೊರಗೆ ಹೋದದ್ದನ್ನೂ ಕೂಡ ನೋಡಿದೆ!"	[145, 247, 442, 276]
column-banner	[495, 156, 1469, 279]
